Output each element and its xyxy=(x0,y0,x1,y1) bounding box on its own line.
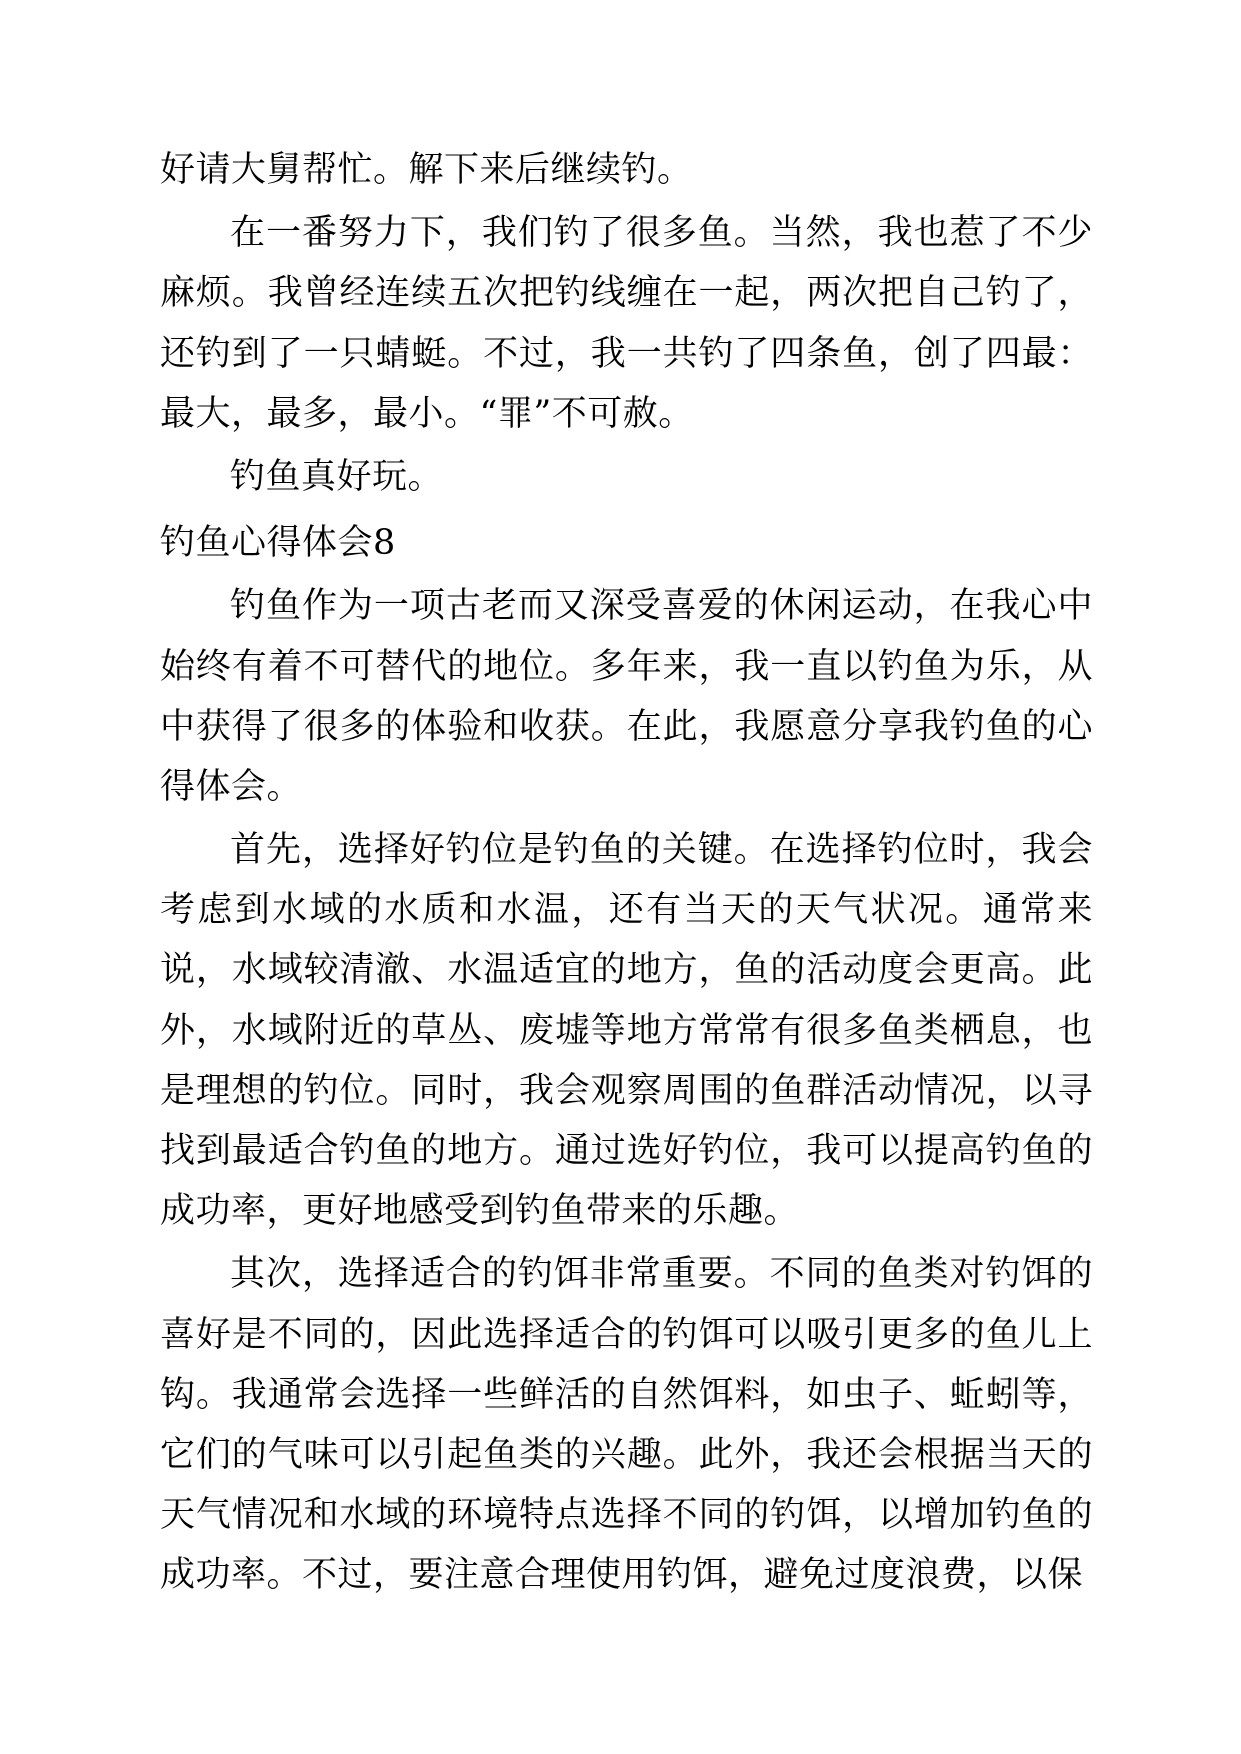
document-body xyxy=(160,140,1093,1606)
paragraph-fun: 钓鱼真好玩。 xyxy=(230,456,444,497)
paragraph-fishing-spot: 首先，选择好钓位是钓鱼的关键。在选择钓位时，我会考虑到水域的水质和水温，还有当天的天气状况。通常来说，水域较清澈、水温适宜的地方，鱼的活动度会更高。此外，水域附近的草丛、废墟等地方常常有很多鱼类栖息，也是理想的钓位。同时，我会观察周围的鱼群活动情况，以寻找到最适合钓鱼的地方。通过选好钓位，我可以提高钓鱼的成功率，更好地感受到钓鱼带来的乐趣。 xyxy=(160,830,1093,1232)
paragraph-intro: 钓鱼作为一项古老而又深受喜爱的休闲运动，在我心中始终有着不可替代的地位。多年来，我一直以钓鱼为乐，从中获得了很多的体验和收获。在此，我愿意分享我钓鱼的心得体会。 xyxy=(160,586,1093,807)
section-heading-fishing-8: 钓鱼心得体会8 xyxy=(160,523,396,564)
paragraph-effort: 在一番努力下，我们钓了很多鱼。当然，我也惹了不少麻烦。我曾经连续五次把钓线缠在一起，两次把自己钓了，还钓到了一只蜻蜓。不过，我一共钓了四条鱼，创了四最：最大，最多，最小。“罪”不可赦。 xyxy=(160,213,1093,434)
paragraph-continuation: 好请大舅帮忙。解下来后继续钓。 xyxy=(160,150,693,190)
paragraph-bait: 其次，选择适合的钓饵非常重要。不同的鱼类对钓饵的喜好是不同的，因此选择适合的钓饵可以吸引更多的鱼儿上钩。我通常会选择一些鲜活的自然饵料，如虫子、蚯蚓等，它们的气味可以引起鱼类的兴趣。此外，我还会根据当天的天气情况和水域的环境特点选择不同的钓饵，以增加钓鱼的成功率。不过，要注意合理使用钓饵，避免过度浪费，以保 xyxy=(160,1254,1093,1596)
